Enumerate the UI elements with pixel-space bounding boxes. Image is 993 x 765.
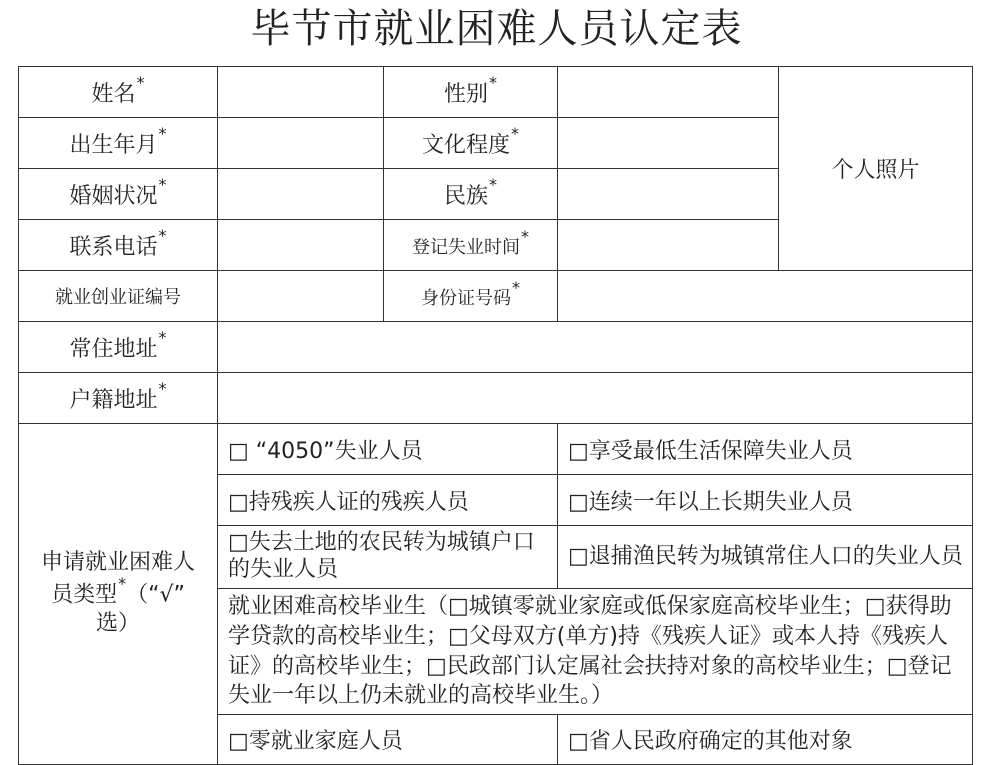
ethnicity-input-cell[interactable] [558, 169, 779, 220]
phone-label-cell [19, 220, 218, 271]
id-number-label-cell [384, 271, 558, 322]
employment-cert-input-cell[interactable] [218, 271, 384, 322]
option-other[interactable]: □省人民政府确定的其他对象 [558, 715, 973, 765]
name-label-cell [19, 67, 218, 118]
required-star: * [158, 328, 167, 348]
employment-cert-label-cell [19, 271, 218, 322]
option-fishermen[interactable]: □退捕渔民转为城镇常住人口的失业人员 [558, 526, 973, 589]
form-row-household [19, 373, 973, 424]
residence-input-cell[interactable] [218, 322, 973, 373]
unemployment-date-input-cell[interactable] [558, 220, 779, 271]
residence-label: 常住地址 [69, 336, 158, 362]
apply-type-label [41, 549, 195, 638]
apply-type-label-line1: 申请就业困难人 [40, 550, 195, 576]
option-zero-employment[interactable]: □零就业家庭人员 [218, 715, 558, 765]
required-star: * [158, 124, 167, 144]
form-title: 毕节市就业困难人员认定表 [250, 6, 743, 52]
option-graduates[interactable]: 就业困难高校毕业生（□城镇零就业家庭或低保家庭高校毕业生；□获得助学贷款的高校毕业生；□父母双方(单方)持《残疾人证》或本人持《残疾人证》的高校毕业生；□民政部门认定属社会扶持对象的高校毕业生；□登记失业一年以上仍未就业的高校毕业生。） [218, 589, 973, 715]
apply-type-label-cell [19, 424, 218, 765]
form-row-cert [19, 271, 973, 322]
education-label-cell [384, 118, 558, 169]
required-star: * [489, 73, 497, 93]
phone-input-cell[interactable] [218, 220, 384, 271]
gender-label-cell [384, 67, 558, 118]
ethnicity-label-cell [384, 169, 558, 220]
household-label: 户籍地址 [69, 387, 158, 413]
residence-label-cell [19, 322, 218, 373]
form-row-name [19, 67, 973, 118]
marital-label: 婚姻状况 [69, 183, 158, 209]
marital-label-cell [19, 169, 218, 220]
option-long-term[interactable]: □连续一年以上长期失业人员 [558, 475, 973, 526]
option-disabled[interactable]: □持残疾人证的残疾人员 [218, 475, 558, 526]
phone-label: 联系电话 [69, 234, 158, 260]
required-star: * [136, 73, 145, 93]
form-row-options-1 [19, 424, 973, 475]
household-label-cell [19, 373, 218, 424]
unemployment-date-label: 登记失业时间 [412, 237, 520, 258]
required-star: * [521, 227, 529, 246]
option-4050[interactable]: □ “4050”失业人员 [218, 424, 558, 475]
marital-input-cell[interactable] [218, 169, 384, 220]
gender-input-cell[interactable] [558, 67, 779, 118]
apply-type-label-tail: （“√” [126, 582, 185, 608]
required-star: * [158, 226, 167, 246]
photo-label: 个人照片 [831, 158, 920, 183]
birth-label: 出生年月 [69, 132, 158, 158]
required-star: * [511, 124, 519, 144]
required-star: * [118, 574, 127, 594]
name-input-cell[interactable] [218, 67, 384, 118]
birth-input-cell[interactable] [218, 118, 384, 169]
id-number-input-cell[interactable] [558, 271, 973, 322]
birth-label-cell [19, 118, 218, 169]
apply-type-label-line2: 员类型 [51, 582, 118, 608]
gender-label: 性别 [443, 81, 488, 107]
name-label: 姓名 [91, 81, 136, 107]
household-input-cell[interactable] [218, 373, 973, 424]
identification-form-table [18, 66, 973, 765]
employment-cert-label: 就业创业证编号 [55, 287, 181, 308]
photo-cell[interactable] [779, 67, 973, 271]
required-star: * [489, 175, 497, 195]
apply-type-label-line3: 选） [95, 610, 140, 636]
ethnicity-label: 民族 [443, 183, 488, 209]
education-input-cell[interactable] [558, 118, 779, 169]
unemployment-date-label-cell [384, 220, 558, 271]
form-row-residence [19, 322, 973, 373]
id-number-label: 身份证号码 [421, 288, 511, 309]
option-land-lost[interactable]: □失去土地的农民转为城镇户口的失业人员 [218, 526, 558, 589]
required-star: * [158, 379, 167, 399]
required-star: * [512, 278, 520, 297]
option-min-living[interactable]: □享受最低生活保障失业人员 [558, 424, 973, 475]
education-label: 文化程度 [421, 132, 510, 158]
required-star: * [158, 175, 167, 195]
